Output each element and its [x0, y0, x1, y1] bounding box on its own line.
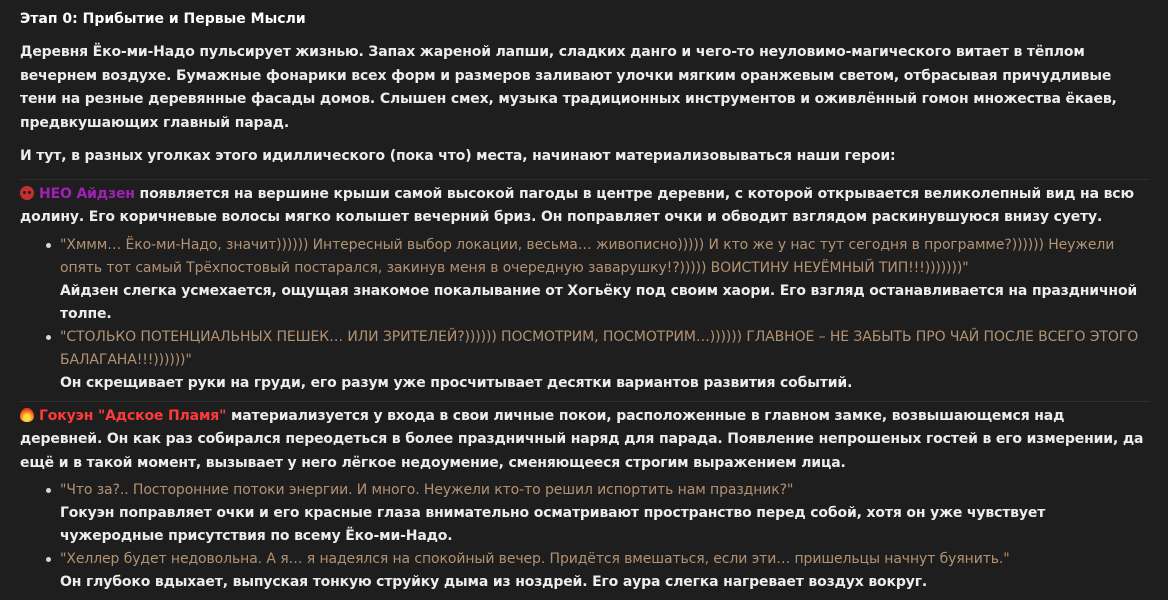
dialogue-list	[20, 479, 1150, 594]
intro-paragraph: Деревня Ёко-ми-Надо пульсирует жизнью. Запах жареной лапши, сладких данго и чего-то неуловимо-магического витает в тёплом вечернем воздухе. Бумажные фонарики всех форм и размеров заливают улочки мягким оранжевым светом, отбрасывая причудливые тени на резные деревянные фасады домов. Слышен смех, музыка традиционных инструментов и оживлённый гомон множества ёкаев, предвкушающих главный парад.	[20, 44, 1117, 131]
action-text: Он скрещивает руки на груди, его разум уже просчитывает десятки вариантов развития событий.	[60, 374, 853, 391]
speech-text: "Хеллер будет недовольна. А я… я надеялся на спокойный вечер. Придётся вмешаться, если эти… пришельцы начнут буянить."	[60, 551, 1010, 567]
dialogue-item	[60, 234, 1150, 326]
character-block-aizen	[20, 179, 1150, 395]
dialogue-list	[20, 234, 1150, 395]
character-description: появляется на вершине крыши самой высокой пагоды в центре деревни, с которой открывается великолепный вид на всю долину. Его коричневые волосы мягко колышет вечерний бриз. Он поправляет очки и обводит взглядом раскинувшуюся внизу суету.	[20, 185, 1134, 225]
story-document	[20, 9, 1150, 600]
action-text: Гокуэн поправляет очки и его красные глаза внимательно осматривают пространство перед собой, хотя он уже чувствует чужеродные присутствия по всему Ёко-ми-Надо.	[60, 505, 1046, 544]
speech-text: "Хммм… Ёко-ми-Надо, значит)))))) Интересный выбор локации, весьма… живописно))))) И кто же у нас тут сегодня в программе?)))))) Неужели опять тот самый Трёхпостовый постарался, закинув меня в очередную заварушку!?))))) ВОИСТИНУ НЕУЁМНЫЙ ТИП!!!)))))))"	[60, 236, 1115, 276]
action-text: Он глубоко вдыхает, выпуская тонкую струйку дыма из ноздрей. Его аура слегка нагревает воздух вокруг.	[60, 574, 928, 590]
character-intro	[20, 183, 1150, 230]
devil-face-icon	[20, 186, 34, 200]
character-block-gokuen	[20, 401, 1150, 595]
speech-text: "Что за?.. Посторонние потоки энергии. И много. Неужели кто-то решил испортить нам праздник?"	[60, 482, 794, 498]
dialogue-item	[60, 479, 1150, 548]
character-name: НЕО Айдзен	[39, 185, 135, 202]
dialogue-item	[60, 326, 1150, 395]
dialogue-item	[60, 548, 1150, 594]
stage-title: Этап 0: Прибытие и Первые Мысли	[20, 11, 306, 27]
action-text: Айдзен слегка усмехается, ощущая знакомое покалывание от Хогьёку под своим хаори. Его взгляд останавливается на праздничной толпе.	[60, 282, 1138, 322]
speech-text: "СТОЛЬКО ПОТЕНЦИАЛЬНЫХ ПЕШЕК… ИЛИ ЗРИТЕЛЕЙ?)))))) ПОСМОТРИМ, ПОСМОТРИМ…)))))) ГЛАВНОЕ – НЕ ЗАБЫТЬ ПРО ЧАЙ ПОСЛЕ ВСЕГО ЭТОГО БАЛАГАНА!!!))))))"	[60, 328, 1139, 368]
character-intro	[20, 405, 1150, 476]
character-description: материализуется у входа в свои личные покои, расположенные в главном замке, возвышающемся над деревней. Он как раз собирался переодеться в более праздничный наряд для парада. Появление непрошеных гостей в его измерении, да ещё и в такой момент, вызывает у него лёгкое недоумение, сменяющееся строгим выражением лица.	[20, 407, 1144, 471]
fire-icon	[20, 408, 34, 422]
transition-paragraph: И тут, в разных уголках этого идиллического (пока что) места, начинают материализовываться наши герои:	[20, 148, 896, 164]
character-name: Гокуэн "Адское Пламя"	[39, 407, 227, 424]
